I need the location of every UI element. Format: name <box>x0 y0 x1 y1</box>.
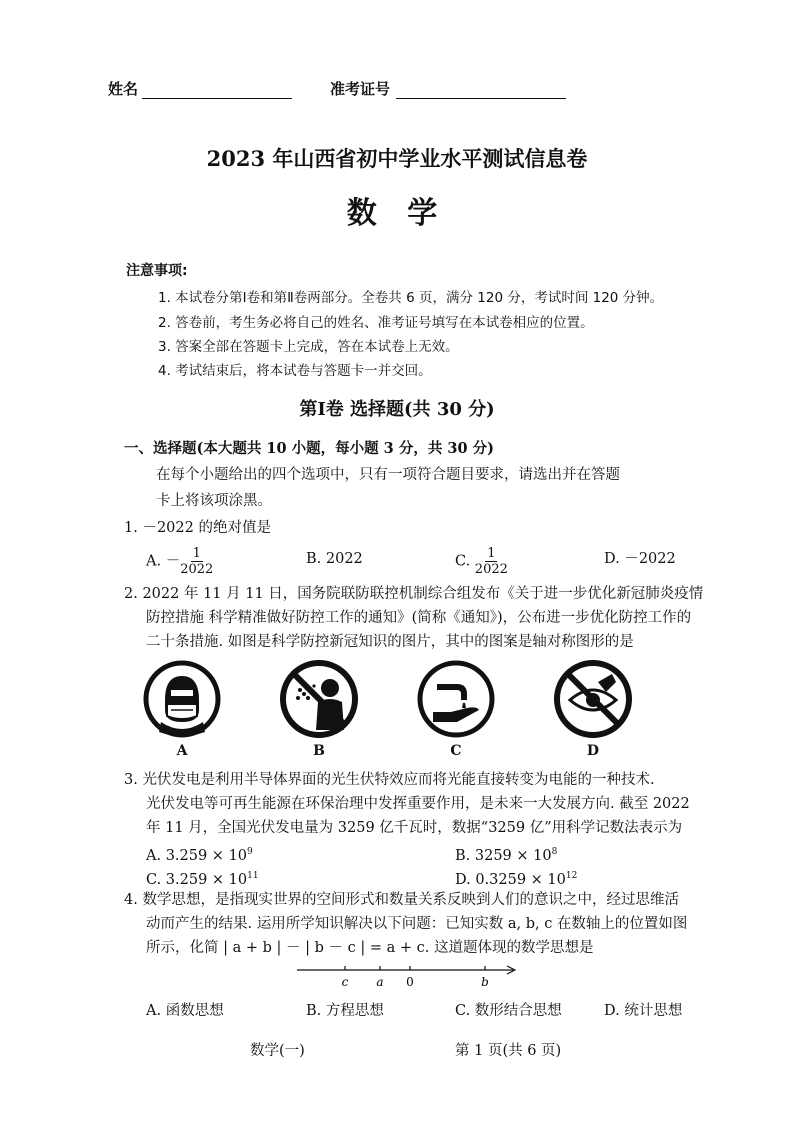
notice-item: 3. 答案全部在答题卡上完成，答在本试卷上无效。 <box>158 339 459 355</box>
exam-title: 2023 年山西省初中学业水平测试信息卷 <box>206 146 588 171</box>
q1-a-denominator: 2022 <box>180 562 214 577</box>
q3-stem: 光伏发电等可再生能源在环保治理中发挥重要作用，是未来一大发展方向. 截至 2022 <box>146 796 690 812</box>
q1-a-prefix: A. － <box>146 553 181 570</box>
number-line-figure <box>295 962 520 992</box>
q3-b-base: B. 3259 × 10 <box>455 847 552 864</box>
q1-c-prefix: C. <box>455 553 475 570</box>
q2-stem: 防控措施 科学精准做好防控工作的通知》(简称《通知》)，公布进一步优化防控工作的 <box>146 610 692 626</box>
q1-c-denominator: 2022 <box>474 562 508 577</box>
q3-a-exponent: 9 <box>247 847 253 857</box>
q2-stem: 2. 2022 年 11 月 11 日，国务院联防联控机制综合组发布《关于进一步优化新冠肺炎疫情 <box>124 586 704 602</box>
q1-option-b: B. 2022 <box>306 551 363 567</box>
q4-stem: 所示，化简 | a + b | － | b － c | = a + c. 这道题体现的数学思想是 <box>146 940 594 956</box>
hand-washing-icon <box>417 660 495 738</box>
part1-title: 第Ⅰ卷 选择题(共 30 分) <box>299 399 495 420</box>
q4-option-a: A. 函数思想 <box>146 1003 224 1019</box>
name-field <box>108 78 292 99</box>
label-zero: 0 <box>406 975 414 989</box>
section1-heading: 一、选择题(本大题共 10 小题，每小题 3 分，共 30 分) <box>124 440 494 457</box>
notice-item: 4. 考试结束后，将本试卷与答题卡一并交回。 <box>158 363 432 379</box>
q2-label-b: B <box>313 743 325 759</box>
subject-title: 数 学 <box>346 196 448 231</box>
q1-c-numerator: 1 <box>487 546 496 561</box>
footer-page-number: 第 1 页(共 6 页) <box>455 1043 562 1059</box>
q4-option-b: B. 方程思想 <box>306 1003 384 1019</box>
q3-d-exponent: 12 <box>565 871 578 881</box>
q3-a-base: A. 3.259 × 10 <box>146 847 248 864</box>
q2-label-a: A <box>176 743 188 759</box>
q1-option-d: D. －2022 <box>604 551 676 567</box>
q1-option-a <box>146 546 213 577</box>
q3-stem: 年 11 月，全国光伏发电量为 3259 亿千瓦时，数据“3259 亿”用科学记数法表示为 <box>146 820 683 836</box>
no-spitting-icon <box>280 660 358 738</box>
q1-stem: 1. －2022 的绝对值是 <box>124 520 271 536</box>
q3-c-exponent: 11 <box>247 871 259 881</box>
exam-number-label: 准考证号 <box>330 80 391 98</box>
q4-stem: 动而产生的结果. 运用所学知识解决以下问题：已知实数 a, b, c 在数轴上的位置如图 <box>146 916 688 932</box>
q1-a-fraction <box>180 546 213 577</box>
notice-heading: 注意事项: <box>126 263 188 279</box>
mask-face-icon <box>143 660 221 738</box>
q4-option-d: D. 统计思想 <box>604 1003 683 1019</box>
name-underline <box>142 82 292 99</box>
q4-option-c: C. 数形结合思想 <box>455 1003 562 1019</box>
no-touching-eyes-icon <box>554 660 632 738</box>
q2-stem: 二十条措施. 如图是科学防控新冠知识的图片，其中的图案是轴对称图形的是 <box>146 634 634 650</box>
footer-subject: 数学(一) <box>250 1043 305 1059</box>
q2-label-d: D <box>586 743 600 759</box>
q3-d-base: D. 0.3259 × 10 <box>455 871 566 888</box>
q3-c-base: C. 3.259 × 10 <box>146 871 248 888</box>
q1-option-c <box>455 546 508 577</box>
label-a: a <box>376 975 384 989</box>
q4-stem: 4. 数学思想，是指现实世界的空间形式和数量关系反映到人们的意识之中，经过思维活 <box>124 892 679 908</box>
name-label: 姓名 <box>108 80 139 98</box>
notice-item: 1. 本试卷分第Ⅰ卷和第Ⅱ卷两部分。全卷共 6 页，满分 120 分，考试时间 120 分钟。 <box>158 290 664 306</box>
q2-label-c: C <box>450 743 462 759</box>
q3-b-exponent: 8 <box>551 847 558 857</box>
label-b: b <box>481 975 489 989</box>
q1-a-numerator: 1 <box>192 546 201 561</box>
q1-c-fraction <box>475 546 508 577</box>
section1-instructions: 在每个小题给出的四个选项中，只有一项符合题目要求，请选出并在答题 <box>156 467 620 483</box>
q3-stem: 3. 光伏发电是利用半导体界面的光生伏特效应而将光能直接转变为电能的一种技术. <box>124 772 655 788</box>
exam-number-field <box>330 78 566 99</box>
section1-instructions: 卡上将该项涂黑。 <box>156 493 272 509</box>
label-c: c <box>341 975 349 989</box>
exam-number-underline <box>396 82 566 99</box>
notice-item: 2. 答卷前，考生务必将自己的姓名、准考证号填写在本试卷相应的位置。 <box>158 315 594 331</box>
